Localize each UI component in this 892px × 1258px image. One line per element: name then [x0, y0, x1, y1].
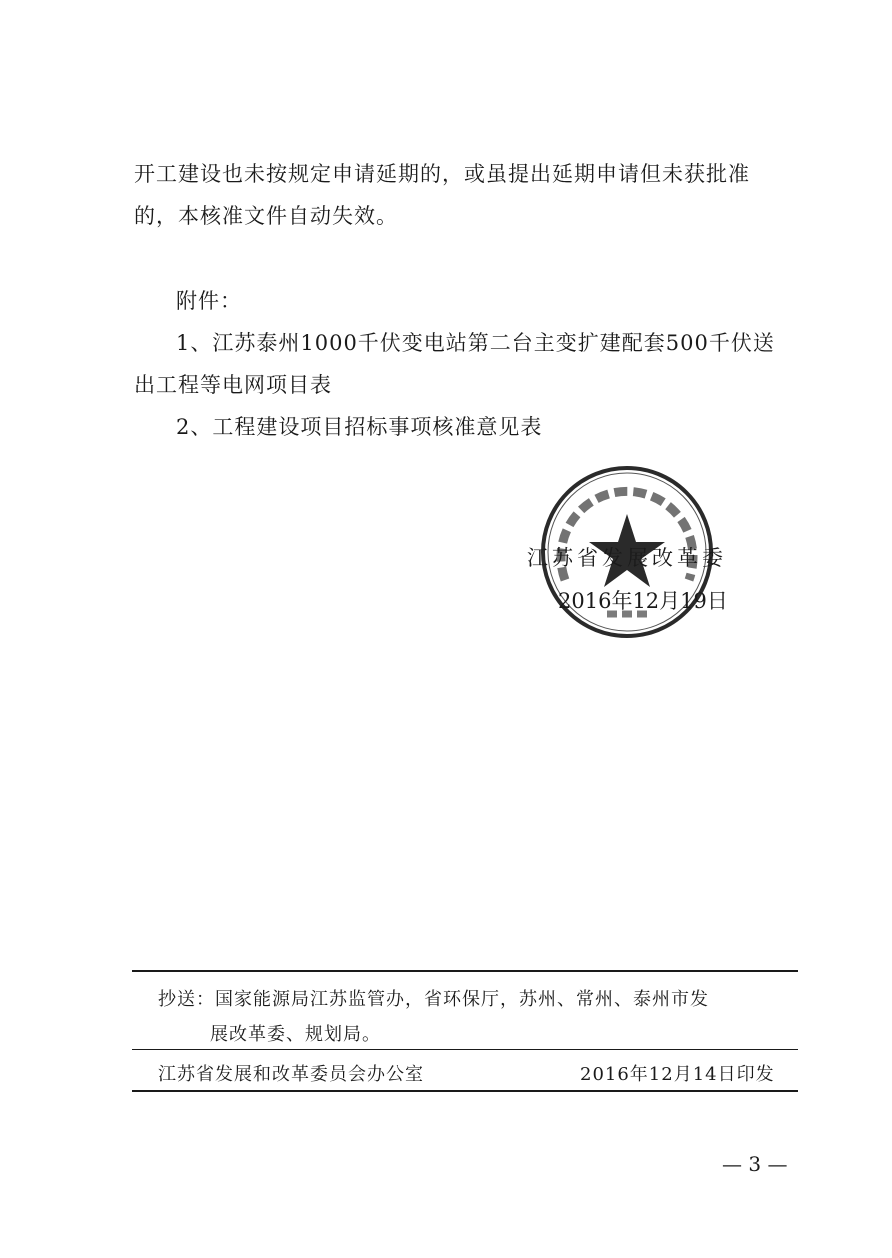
- signature-organization: 江苏省发展改革委: [527, 546, 727, 570]
- paragraph-line-1: 开工建设也未按规定申请延期的，或虽提出延期申请但未获批准: [134, 162, 750, 186]
- attachments-label: 附件：: [176, 289, 242, 313]
- paragraph-line-2: 的，本核准文件自动失效。: [134, 204, 398, 228]
- cc-line-1: 抄送：国家能源局江苏监管办，省环保厅，苏州、常州、泰州市发: [158, 989, 709, 1010]
- footer-bottom-rule: [132, 1090, 798, 1092]
- cc-line-2: 展改革委、规划局。: [210, 1024, 381, 1045]
- footer-top-rule: [132, 970, 798, 972]
- attachment-2: 2、工程建设项目招标事项核准意见表: [176, 415, 543, 439]
- page-number: — 3 —: [722, 1152, 788, 1176]
- issuer: 江苏省发展和改革委员会办公室: [158, 1064, 424, 1085]
- attachment-1-line-2: 出工程等电网项目表: [134, 373, 332, 397]
- signature-date: 2016年12月19日: [558, 589, 728, 613]
- footer-middle-rule: [132, 1049, 798, 1050]
- print-date: 2016年12月14日印发: [580, 1064, 775, 1085]
- attachment-1-line-1: 1、江苏泰州1000千伏变电站第二台主变扩建配套500千伏送: [176, 331, 775, 355]
